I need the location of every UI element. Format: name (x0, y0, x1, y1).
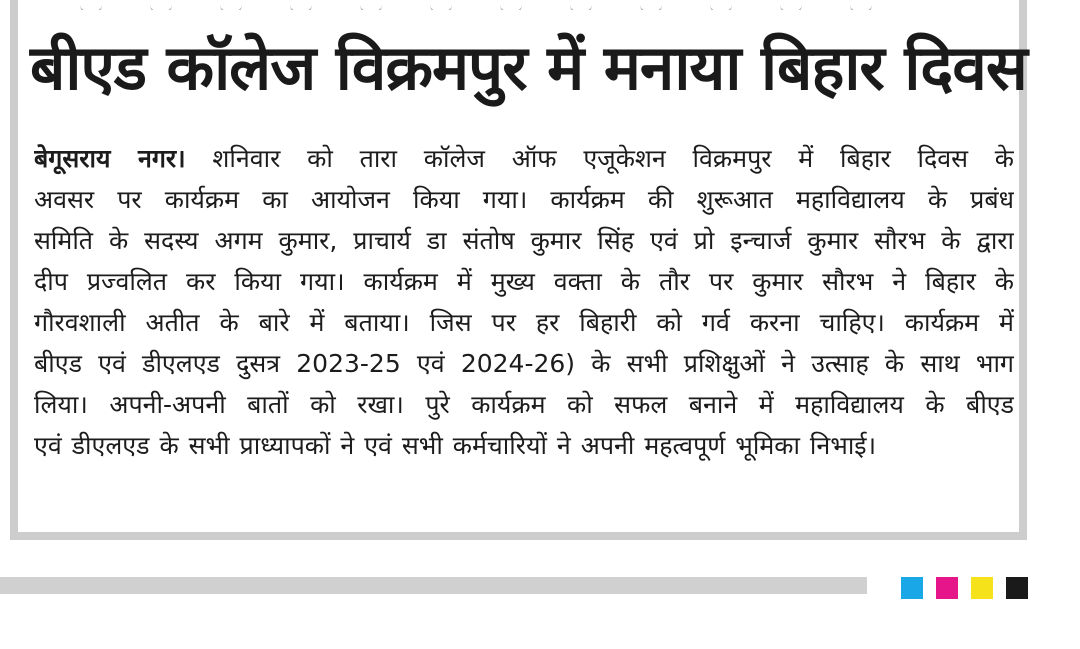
article-body (34, 138, 1014, 466)
article-line-3: समिति के सदस्य अगम कुमार, प्राचार्य डा संतोष कुमार सिंह एवं प्रो इन्चार्ज कुमार सौरभ के द्वारा (34, 226, 1014, 255)
article-line-7: लिया। अपनी-अपनी बातों को रखा। पुरे कार्यक्रम को सफल बनाने में महाविद्यालय के बीएड (34, 390, 1014, 419)
gray-registration-bar (0, 577, 867, 594)
article-line-8: एवं डीएलएड के सभी प्राध्यापकों ने एवं सभी कर्मचारियों ने अपनी महत्वपूर्ण भूमिका निभाई। (34, 431, 877, 460)
article-line-5: गौरवशाली अतीत के बारे में बताया। जिस पर हर बिहारी को गर्व करना चाहिए। कार्यक्रम में (34, 308, 1014, 337)
article-headline: बीएड कॉलेज विक्रमपुर में मनाया बिहार दिवस (30, 31, 1027, 104)
magenta-swatch (936, 577, 958, 599)
article-line-6: बीएड एवं डीएलएड दुसत्र 2023-25 एवं 2024-26) के सभी प्रशिक्षुओं ने उत्साह के साथ भाग (34, 349, 1014, 378)
article-line-2: अवसर पर कार्यक्रम का आयोजन किया गया। कार्यक्रम की शुरूआत महाविद्यालय के प्रबंध (34, 185, 1014, 214)
torn-top-edge (80, 0, 980, 10)
article-line-1-text: शनिवार को तारा कॉलेज ऑफ एजूकेशन विक्रमपुर में बिहार दिवस के (212, 144, 1014, 173)
black-swatch (1006, 577, 1028, 599)
article-line-4: दीप प्रज्वलित कर किया गया। कार्यक्रम में मुख्य वक्ता के तौर पर कुमार सौरभ ने बिहार के (34, 267, 1014, 296)
cyan-swatch (901, 577, 923, 599)
article-dateline: बेगूसराय नगर। (34, 144, 186, 173)
yellow-swatch (971, 577, 993, 599)
article-line-1 (34, 138, 1014, 179)
